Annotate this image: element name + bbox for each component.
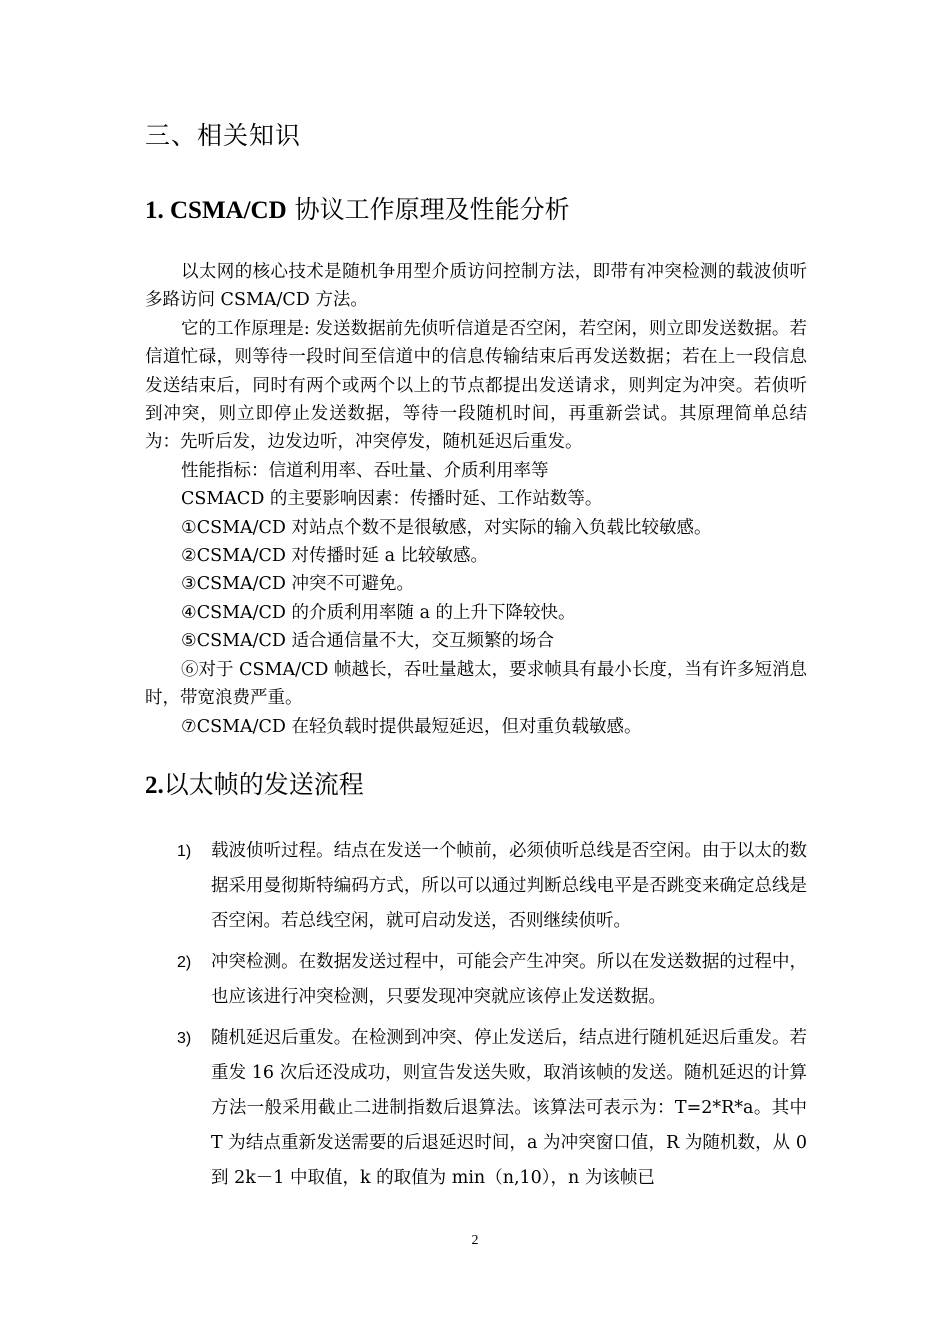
paragraph: 以太网的核心技术是随机争用型介质访问控制方法，即带有冲突检测的载波侦听多路访问 CSMA/CD 方法。 — [145, 262, 807, 311]
numbered-point: ①CSMA/CD 对站点个数不是很敏感，对实际的输入负载比较敏感。 — [181, 517, 712, 538]
numbered-point: ⑦CSMA/CD 在轻负载时提供最短延迟，但对重负载敏感。 — [181, 716, 642, 737]
list-item-text: 随机延迟后重发。在检测到冲突、停止发送后，结点进行随机延迟后重发。若重发 16 次后还没成功，则宣告发送失败，取消该帧的发送。随机延迟的计算方法一般采用截止二进制指数后退算法。该算法可表示为：T=2*R*a。其中 T 为结点重新发送需要的后退延迟时间，a 为冲突窗口值，R 为随机数，从 0 到 2k－1 中取值，k 的取值为 min（n,10），n 为该帧已 — [211, 1028, 807, 1188]
subsection-heading-1 — [145, 190, 570, 226]
subsection-heading-2 — [145, 765, 364, 801]
subsection-title: 以太帧的发送流程 — [163, 770, 364, 799]
list-item — [145, 1021, 807, 1196]
subsection-number: 1. CSMA/CD — [145, 197, 287, 224]
list-marker: 1) — [177, 843, 192, 860]
frame-sending-steps-list — [145, 834, 807, 1202]
subsection-1-body — [145, 258, 807, 741]
section-title: 三、相关知识 — [145, 121, 302, 150]
list-marker: 2) — [177, 954, 192, 971]
numbered-point: ④CSMA/CD 的介质利用率随 a 的上升下降较快。 — [181, 602, 576, 623]
subsection-title: 协议工作原理及性能分析 — [286, 195, 570, 224]
page-number: 2 — [471, 1233, 479, 1248]
list-item-text: 冲突检测。在数据发送过程中，可能会产生冲突。所以在发送数据的过程中，也应该进行冲突检测，只要发现冲突就应该停止发送数据。 — [211, 952, 807, 1007]
list-marker: 3) — [177, 1030, 192, 1047]
list-item — [145, 834, 807, 939]
list-item — [145, 945, 807, 1015]
subsection-number: 2. — [145, 772, 164, 799]
paragraph: CSMACD 的主要影响因素：传播时延、工作站数等。 — [181, 489, 603, 510]
numbered-point: ②CSMA/CD 对传播时延 a 比较敏感。 — [181, 546, 489, 567]
paragraph: 性能指标：信道利用率、吞吐量、介质利用率等 — [181, 460, 549, 481]
numbered-point: ⑤CSMA/CD 适合通信量不大，交互频繁的场合 — [181, 631, 555, 652]
paragraph: 它的工作原理是: 发送数据前先侦听信道是否空闲，若空闲，则立即发送数据。若信道忙碌，则等待一段时间至信道中的信息传输结束后再发送数据；若在上一段信息发送结束后，同时有两个或两个以上的节点都提出发送请求，则判定为冲突。若侦听到冲突，则立即停止发送数据，等待一段随机时间，再重新尝试。其原理简单总结为：先听后发，边发边听，冲突停发，随机延迟后重发。 — [145, 318, 807, 453]
list-item-text: 载波侦听过程。结点在发送一个帧前，必须侦听总线是否空闲。由于以太的数据采用曼彻斯特编码方式，所以可以通过判断总线电平是否跳变来确定总线是否空闲。若总线空闲，就可启动发送，否则继续侦听。 — [211, 841, 807, 931]
numbered-point: ⑥对于 CSMA/CD 帧越长，吞吐量越太，要求帧具有最小长度，当有许多短消息时，带宽浪费严重。 — [145, 659, 807, 709]
numbered-point: ③CSMA/CD 冲突不可避免。 — [181, 574, 415, 595]
